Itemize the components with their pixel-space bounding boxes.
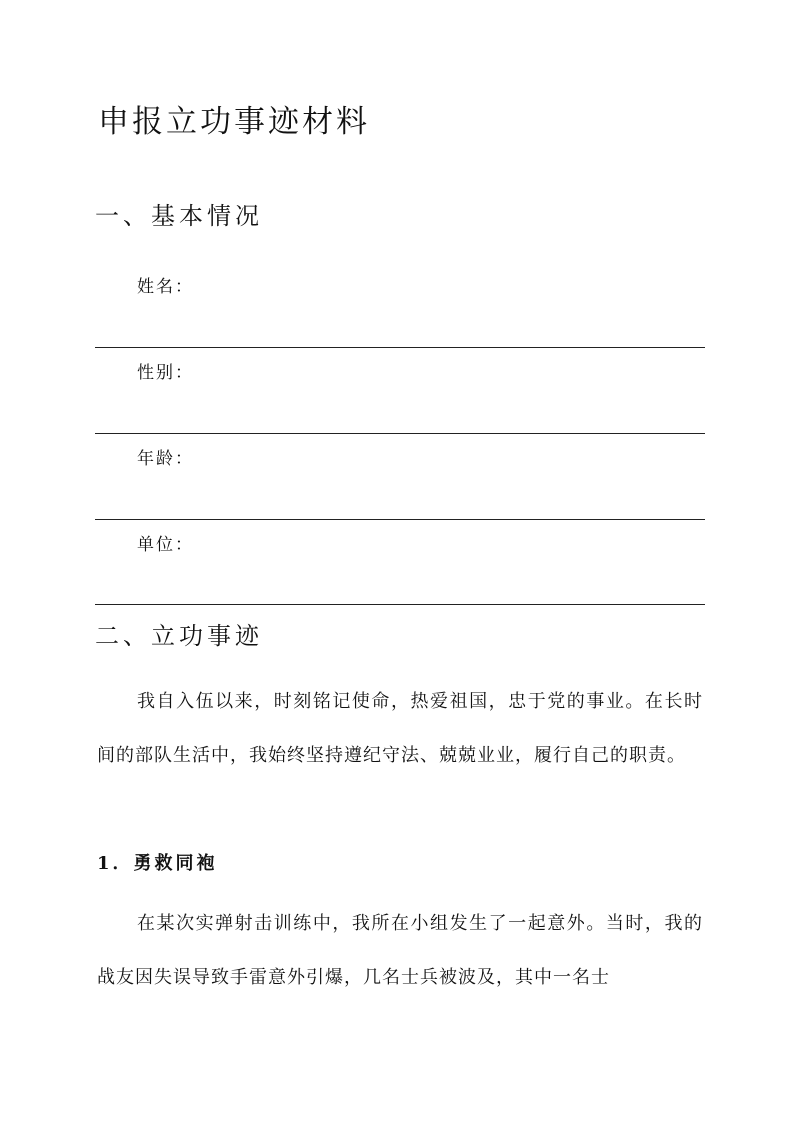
intro-paragraph: 我自入伍以来，时刻铭记使命，热爱祖国，忠于党的事业。在长时间的部队生活中，我始终坚持遵纪守法、兢兢业业，履行自己的职责。 [97, 691, 703, 766]
field-line-age[interactable] [95, 519, 705, 520]
section-heading-deeds: 二、立功事迹 [95, 622, 263, 650]
subsection-body-rescue: 在某次实弹射击训练中，我所在小组发生了一起意外。当时，我的战友因失误导致手雷意外引爆，几名士兵被波及，其中一名士 [97, 913, 703, 988]
field-line-gender[interactable] [95, 433, 705, 434]
field-label-age: 年龄： [137, 449, 194, 469]
subsection-heading-rescue: 1．勇救同袍 [97, 853, 218, 874]
field-label-unit: 单位： [137, 535, 194, 555]
field-label-name: 姓名： [137, 277, 194, 297]
field-line-unit[interactable] [95, 604, 705, 605]
field-label-gender: 性别： [137, 363, 194, 383]
document-title: 申报立功事迹材料 [98, 104, 370, 140]
section-heading-basic-info: 一、基本情况 [95, 202, 263, 230]
field-line-name[interactable] [95, 347, 705, 348]
